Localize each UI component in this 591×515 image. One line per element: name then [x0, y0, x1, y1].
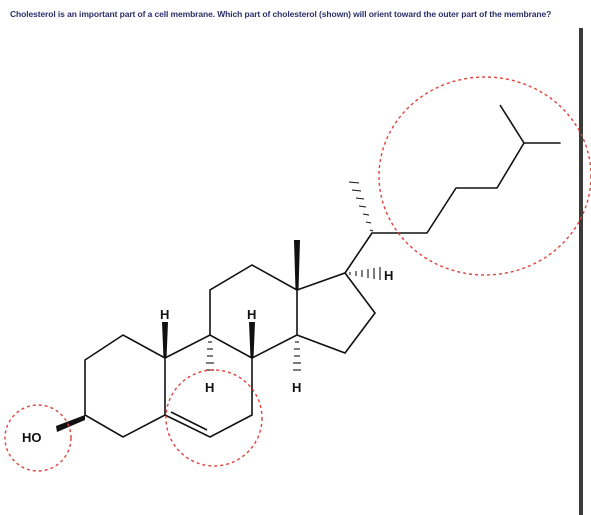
label-h-c9: H — [205, 380, 215, 395]
wedge-c18-methyl — [294, 240, 300, 290]
hash-c17-h — [350, 267, 380, 280]
ring-bonds — [85, 265, 375, 437]
label-h-c8: H — [247, 307, 257, 322]
label-ho: HO — [22, 430, 42, 445]
ring-a — [85, 335, 165, 437]
hash-c21-methyl — [349, 182, 373, 231]
side-chain-branch — [500, 105, 524, 143]
question-text: Cholesterol is an important part of a cell membrane. Which part of cholesterol (shown) will orient toward the outer part of the membrane? — [10, 9, 552, 19]
highlight-side-chain[interactable] — [379, 77, 591, 275]
ring-d — [297, 273, 375, 353]
hash-c9-h — [206, 342, 214, 370]
wedge-c19-h — [162, 322, 168, 358]
wedge-c8-h — [249, 322, 255, 358]
label-h-c17: H — [384, 268, 394, 283]
side-chain — [345, 143, 560, 273]
label-h-c10: H — [160, 307, 170, 322]
hash-c14-h — [293, 342, 301, 370]
label-h-c14: H — [292, 380, 302, 395]
